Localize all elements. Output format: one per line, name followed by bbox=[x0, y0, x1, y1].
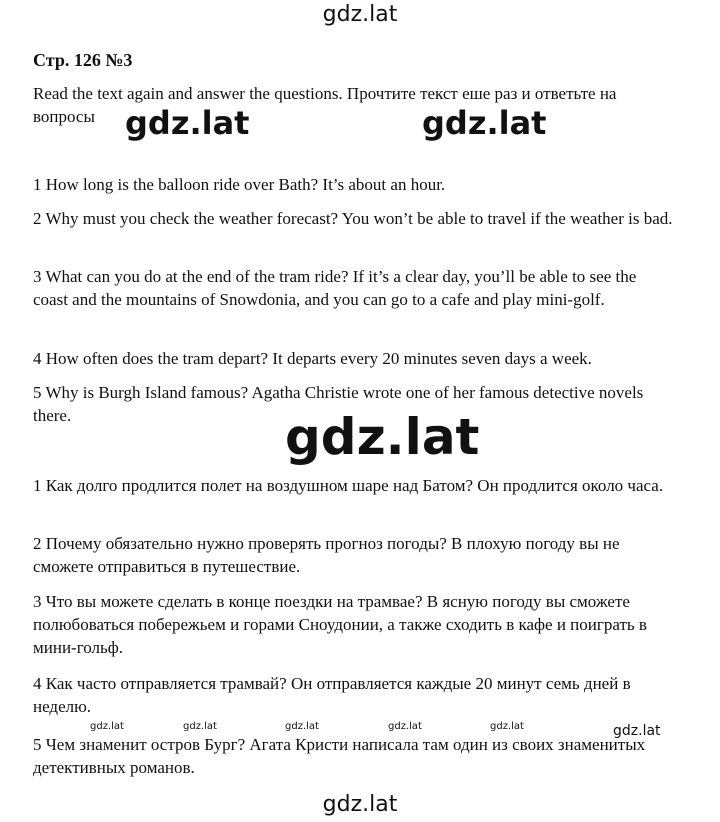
watermark-large-left: gdz.lat bbox=[125, 104, 250, 142]
russian-answer-5: 5 Чем знаменит остров Бург? Агата Кристи написала там один из своих знаменитых детективных романов. bbox=[33, 735, 646, 777]
watermark-small: gdz.lat bbox=[490, 721, 524, 732]
watermark-small: gdz.lat bbox=[183, 721, 217, 732]
russian-answer-1: 1 Как долго продлится полет на воздушном шаре над Батом? Он продлится около часа. bbox=[33, 476, 664, 495]
watermark-bottom: gdz.lat bbox=[322, 792, 398, 817]
english-answer-2: 2 Why must you check the weather forecast? You won’t be able to travel if the weather is bad. bbox=[33, 209, 673, 228]
english-answer-1: 1 How long is the balloon ride over Bath? It’s about an hour. bbox=[33, 175, 446, 194]
russian-answer-3: 3 Что вы можете сделать в конце поездки на трамвае? В ясную погоду вы сможете полюбоваться побережьем и горами Сноудонии, а также сходить в кафе и поиграть в мини-гольф. bbox=[33, 592, 647, 657]
page-title: Стр. 126 №3 bbox=[33, 50, 133, 70]
watermark-top: gdz.lat bbox=[322, 2, 398, 27]
instruction-text: Read the text again and answer the questions. Прочтите текст еше раз и ответьте на вопросы bbox=[33, 84, 617, 126]
english-answer-4: 4 How often does the tram depart? It departs every 20 minutes seven days a week. bbox=[33, 349, 592, 368]
watermark-small-right: gdz.lat bbox=[613, 723, 661, 739]
watermark-center: gdz.lat bbox=[285, 408, 480, 466]
watermark-small: gdz.lat bbox=[285, 721, 319, 732]
russian-answer-4: 4 Как часто отправляется трамвай? Он отправляется каждые 20 минут семь дней в неделю. bbox=[33, 674, 631, 716]
watermark-small: gdz.lat bbox=[388, 721, 422, 732]
watermark-large-right: gdz.lat bbox=[422, 104, 547, 142]
russian-answer-2: 2 Почему обязательно нужно проверять прогноз погоды? В плохую погоду вы не сможете отправиться в путешествие. bbox=[33, 534, 620, 576]
english-answer-5: 5 Why is Burgh Island famous? Agatha Christie wrote one of her famous detective novels there. bbox=[33, 383, 644, 425]
english-answer-3: 3 What can you do at the end of the tram ride? If it’s a clear day, you’ll be able to see the coast and the mountains of Snowdonia, and you can go to a cafe and play mini-golf. bbox=[33, 267, 637, 309]
watermark-small: gdz.lat bbox=[90, 721, 124, 732]
